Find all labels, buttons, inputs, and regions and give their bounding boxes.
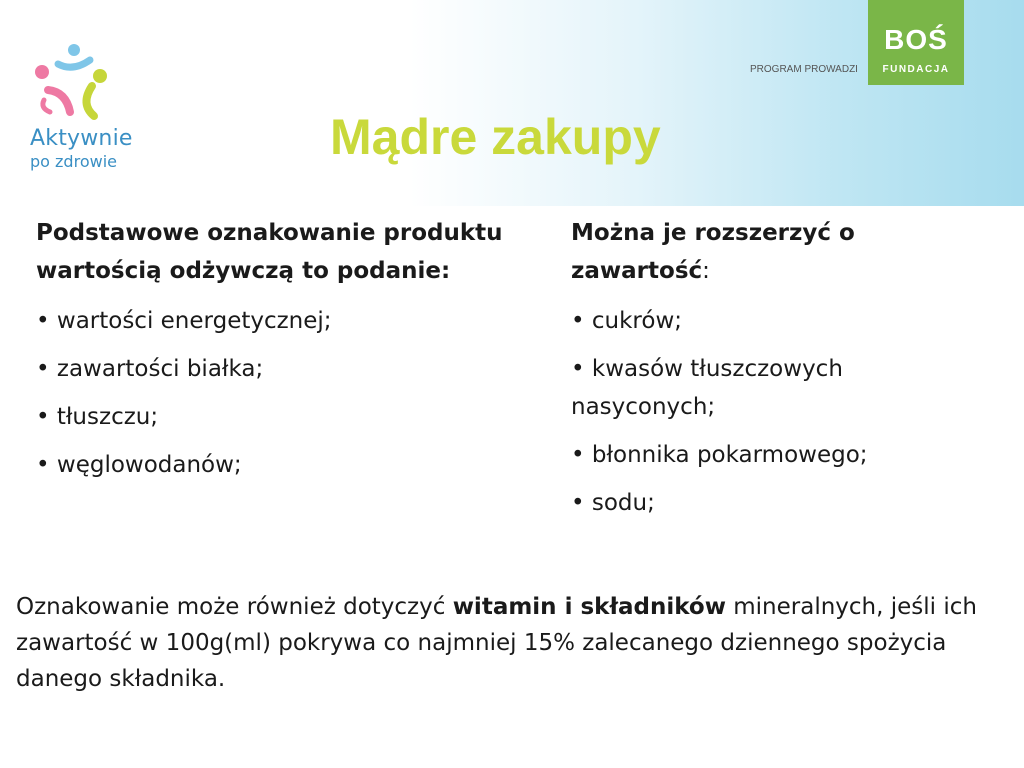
- list-item: • tłuszczu;: [36, 404, 159, 430]
- list-item: • wartości energetycznej;: [36, 308, 332, 334]
- list-item: • zawartości białka;: [36, 356, 264, 382]
- list-item: • cukrów;: [571, 308, 683, 334]
- right-heading-colon: :: [702, 258, 710, 284]
- left-column: [36, 214, 536, 484]
- list-item: • kwasów tłuszczowych nasyconych;: [571, 356, 843, 420]
- bottom-paragraph: [16, 589, 1006, 697]
- bottom-text-bold: witamin i składników: [452, 594, 726, 620]
- bos-logo: [868, 0, 964, 85]
- right-heading-bold: Można je rozszerzyć o zawartość: [571, 220, 855, 284]
- bottom-text-part3: mineralnych, jeśli ich zawartość w 100g(ml) pokrywa co najmniej 15% zalecanego dziennego spożycia danego składnika.: [16, 594, 977, 692]
- list-item: • sodu;: [571, 490, 655, 516]
- logo-subtitle: po zdrowie: [30, 152, 117, 171]
- page-title: Mądre zakupy: [330, 109, 661, 165]
- list-item: • błonnika pokarmowego;: [571, 442, 868, 468]
- people-figures-icon: [28, 42, 118, 122]
- left-heading: Podstawowe oznakowanie produktu wartością odżywczą to podanie:: [36, 220, 503, 284]
- logo-title: Aktywnie: [30, 126, 133, 151]
- program-label: PROGRAM PROWADZI: [750, 64, 858, 75]
- bos-name: BOŚ: [884, 24, 948, 55]
- list-item: • węglowodanów;: [36, 452, 242, 478]
- right-column: [571, 214, 991, 522]
- right-heading: [571, 214, 991, 290]
- header-banner: [0, 0, 1024, 206]
- bos-subtitle: FUNDACJA: [882, 64, 950, 75]
- aktywnie-logo: [28, 42, 148, 182]
- bottom-text-part1: Oznakowanie może również dotyczyć: [16, 594, 453, 620]
